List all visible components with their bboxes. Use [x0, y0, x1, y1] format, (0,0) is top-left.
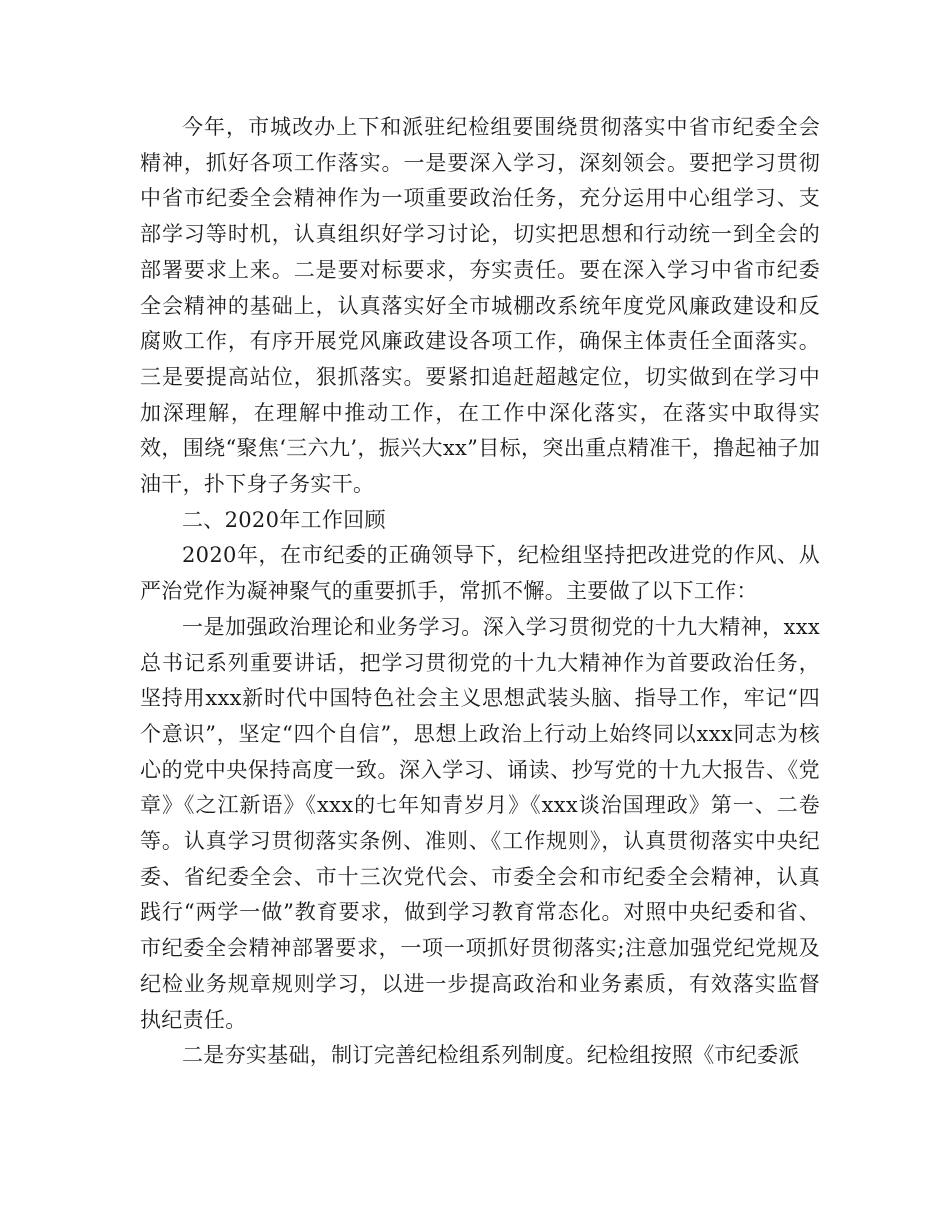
- paragraph-work-plan: 今年，市城改办上下和派驻纪检组要围绕贯彻落实中省市纪委全会精神，抓好各项工作落实。一是要深入学习，深刻领会。要把学习贯彻中省市纪委全会精神作为一项重要政治任务，充分运用中心组学习、支部学习等时机，认真组织好学习讨论，切实把思想和行动统一到全会的部署要求上来。二是要对标要求，夯实责任。要在深入学习中省市纪委全会精神的基础上，认真落实好全市城棚改系统年度党风廉政建设和反腐败工作，有序开展党风廉政建设各项工作，确保主体责任全面落实。三是要提高站位，狠抓落实。要紧扣追赶超越定位，切实做到在学习中加深理解，在理解中推动工作，在工作中深化落实，在落实中取得实效，围绕“聚焦‘三六九’，振兴大xx”目标，突出重点精准干，撸起袖子加油干，扑下身子务实干。: [140, 115, 820, 497]
- paragraph-review-intro: 2020年，在市纪委的正确领导下，纪检组坚持把改进党的作风、从严治党作为凝神聚气的重要抓手，常抓不懈。主要做了以下工作：: [140, 543, 820, 604]
- document-body: [140, 110, 820, 1074]
- paragraph-foundation: 二是夯实基础，制订完善纪检组系列制度。纪检组按照《市纪委派: [182, 1043, 800, 1068]
- section-heading-review: 二、2020年工作回顾: [182, 507, 386, 532]
- paragraph-study: 一是加强政治理论和业务学习。深入学习贯彻党的十九大精神，xxx总书记系列重要讲话，把学习贯彻党的十九大精神作为首要政治任务，坚持用xxx新时代中国特色社会主义思想武装头脑、指导工作，牢记“四个意识”，坚定“四个自信”，思想上政治上行动上始终同以xxx同志为核心的党中央保持高度一致。深入学习、诵读、抄写党的十九大报告、《党章》《之江新语》《xxx的七年知青岁月》《xxx谈治国理政》第一、二卷等。认真学习贯彻落实条例、准则、《工作规则》，认真贯彻落实中央纪委、省纪委全会、市十三次党代会、市委全会和市纪委全会精神，认真践行“两学一做”教育要求，做到学习教育常态化。对照中央纪委和省、市纪委全会精神部署要求，一项一项抓好贯彻落实;注意加强党纪党规及纪检业务规章规则学习，以进一步提高政治和业务素质，有效落实监督执纪责任。: [140, 614, 820, 1032]
